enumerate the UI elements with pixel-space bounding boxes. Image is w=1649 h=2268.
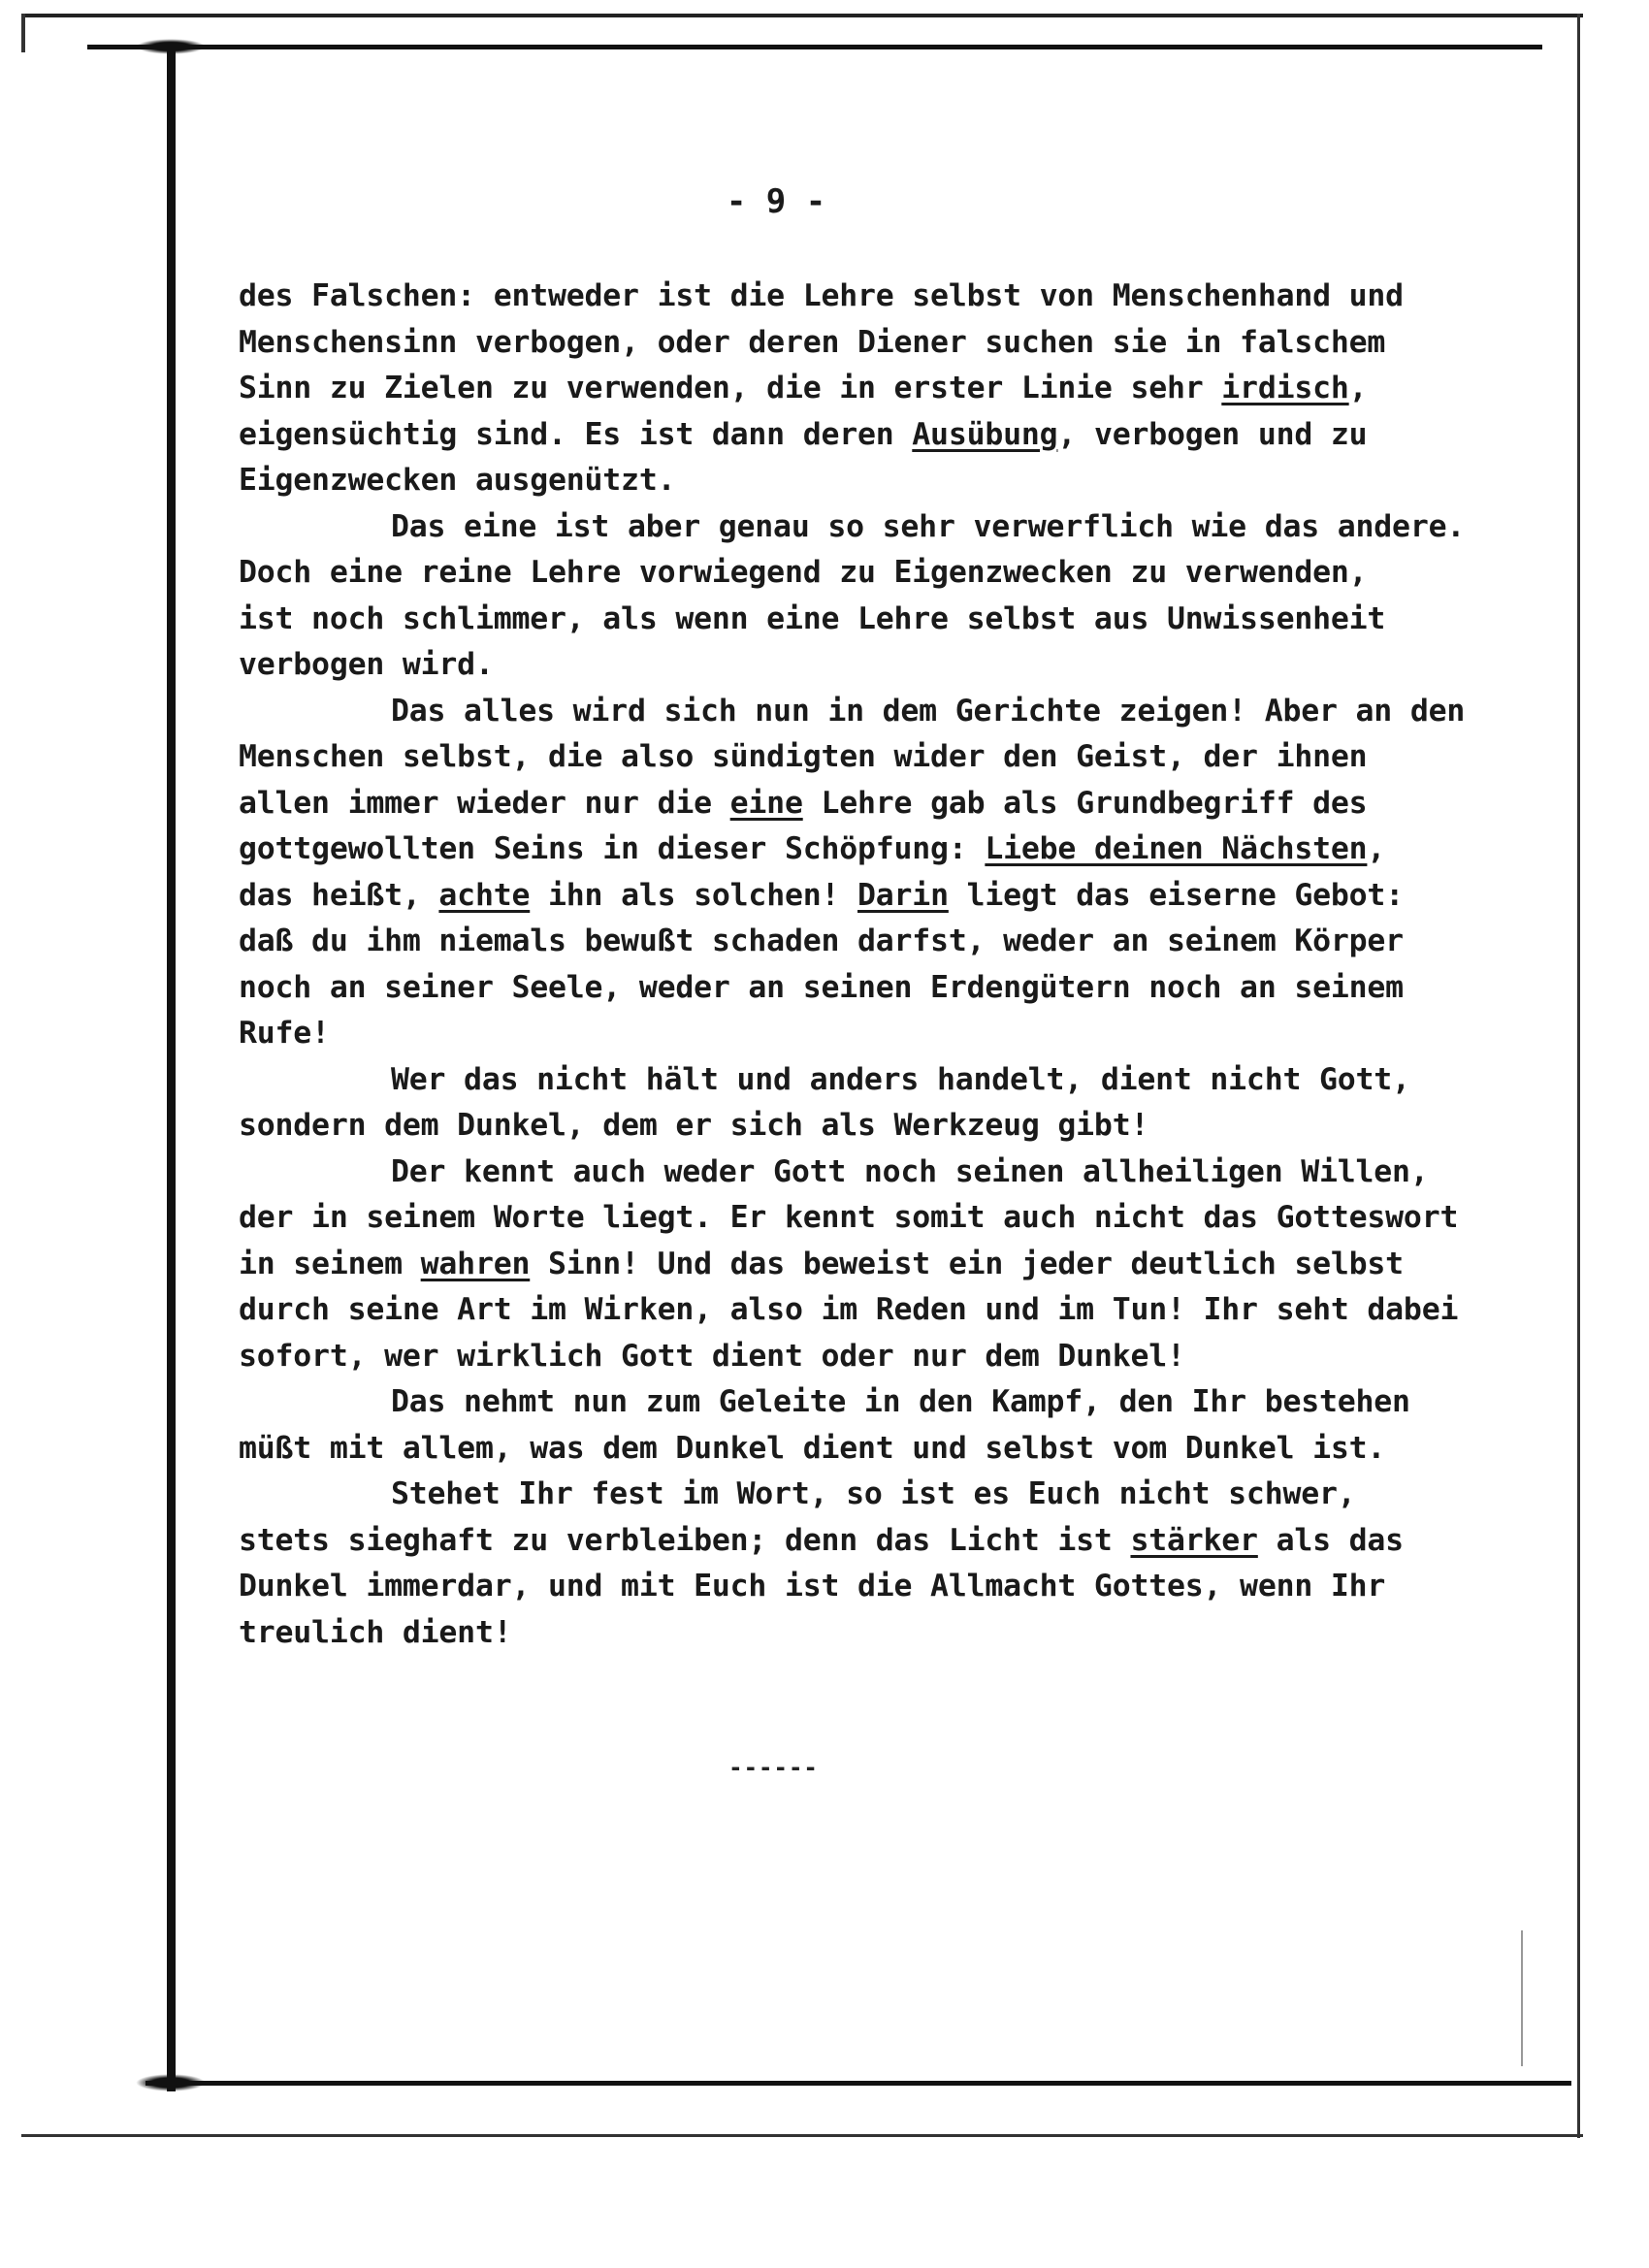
text-run: daß du ihm niemals bewußt schaden darfst, weder an seinem Körper — [239, 923, 1404, 958]
scan-border-left-tick — [21, 14, 25, 52]
binding-flare-bottom — [136, 2074, 206, 2091]
paragraph — [239, 1472, 1519, 1656]
underlined-word: irdisch — [1221, 371, 1349, 405]
binding-flare-top — [136, 39, 206, 54]
underlined-word: Liebe deinen Nächsten — [985, 831, 1368, 866]
text-line — [239, 458, 1519, 504]
text-run: Wer das nicht hält und anders handelt, dient nicht Gott, — [391, 1061, 1410, 1097]
text-line — [239, 412, 1519, 459]
scan-border-bottom — [21, 2134, 1583, 2137]
text-run: Der kennt auch weder Gott noch seinen allheiligen Willen, — [391, 1153, 1429, 1189]
text-run: allen immer wieder nur die — [239, 785, 730, 821]
underlined-word: eine — [729, 785, 803, 821]
text-run: Das eine ist aber genau so sehr verwerflich wie das andere. — [391, 508, 1466, 544]
text-run: Das nehmt nun zum Geleite in den Kampf, den Ihr bestehen — [391, 1384, 1410, 1419]
text-run: Das alles wird sich nun in dem Gerichte zeigen! Aber an den — [391, 693, 1466, 729]
text-run: Menschensinn verbogen, oder deren Diener suchen sie in falschem — [239, 324, 1386, 360]
text-line — [239, 781, 1519, 827]
text-run: in seinem — [239, 1246, 421, 1281]
paragraph — [239, 1057, 1519, 1150]
text-run: , verbogen und zu — [1057, 416, 1368, 452]
text-run: stets sieghaft zu verbleiben; denn das Licht ist — [239, 1522, 1131, 1558]
underlined-word: wahren — [420, 1246, 531, 1281]
text-run: sondern dem Dunkel, dem er sich als Werkzeug gibt! — [239, 1108, 1149, 1143]
text-run: gottgewollten Seins in dieser Schöpfung: — [239, 831, 986, 866]
text-run: treulich dient! — [239, 1614, 512, 1650]
text-run: noch an seiner Seele, weder an seinen Erdengütern noch an seinem — [239, 969, 1404, 1005]
scan-speckle — [1521, 1930, 1523, 2066]
text-run: Dunkel immerdar, und mit Euch ist die Allmacht Gottes, wenn Ihr — [239, 1569, 1386, 1604]
page-number: - 9 - — [726, 182, 826, 221]
paragraph — [239, 689, 1519, 1057]
text-run: Sinn! Und das beweist ein jeder deutlich selbst — [530, 1246, 1404, 1281]
text-run: sofort, wer wirklich Gott dient oder nur dem Dunkel! — [239, 1338, 1185, 1374]
text-run: Stehet Ihr fest im Wort, so ist es Euch nicht schwer, — [391, 1476, 1356, 1511]
text-run: ihn als solchen! — [530, 877, 858, 913]
text-run: liegt das eiserne Gebot: — [948, 877, 1404, 913]
text-run: Menschen selbst, die also sündigten wider den Geist, der ihnen — [239, 739, 1368, 774]
text-line — [239, 1057, 1519, 1104]
scan-border-right — [1577, 14, 1580, 2138]
text-line — [239, 1150, 1519, 1196]
text-line — [239, 1334, 1519, 1380]
text-line — [239, 734, 1519, 781]
text-run: verbogen wird. — [239, 647, 494, 682]
text-run: das heißt, — [239, 877, 439, 913]
text-line — [239, 597, 1519, 643]
paragraph — [239, 274, 1519, 504]
paragraph — [239, 1150, 1519, 1380]
underlined-word: stärker — [1130, 1522, 1258, 1558]
text-run: Sinn zu Zielen zu verwenden, die in erster Linie sehr — [239, 371, 1222, 405]
text-line — [239, 1518, 1519, 1565]
text-line — [239, 550, 1519, 597]
text-run: als das — [1257, 1522, 1404, 1558]
text-line — [239, 1195, 1519, 1242]
paragraph — [239, 1379, 1519, 1472]
text-run: müßt mit allem, was dem Dunkel dient und selbst vom Dunkel ist. — [239, 1430, 1386, 1466]
text-line — [239, 826, 1519, 873]
text-run: ist noch schlimmer, als wenn eine Lehre selbst aus Unwissenheit — [239, 600, 1386, 636]
text-line — [239, 1103, 1519, 1150]
text-line — [239, 1242, 1519, 1288]
text-run: durch seine Art im Wirken, also im Reden und im Tun! Ihr seht dabei — [239, 1292, 1459, 1327]
underlined-word: Darin — [857, 877, 949, 913]
text-run: eigensüchtig sind. Es ist dann deren — [239, 416, 913, 452]
text-run: Doch eine reine Lehre vorwiegend zu Eigenzwecken zu verwenden, — [239, 555, 1368, 590]
text-run: Rufe! — [239, 1016, 330, 1051]
binding-vertical-bar — [167, 45, 176, 2091]
text-run: , — [1367, 831, 1386, 866]
underlined-word: Ausübung — [912, 416, 1058, 452]
text-run: der in seinem Worte liegt. Er kennt somit auch nicht das Gotteswort — [239, 1200, 1459, 1235]
binding-bottom-bar — [146, 2081, 1571, 2086]
text-line — [239, 1472, 1519, 1518]
text-line — [239, 274, 1519, 320]
text-line — [239, 320, 1519, 367]
scan-border-top — [21, 14, 1583, 17]
text-line — [239, 1610, 1519, 1657]
text-line — [239, 1426, 1519, 1473]
text-run: , — [1348, 371, 1368, 405]
document-body — [239, 274, 1519, 1656]
text-line — [239, 1379, 1519, 1426]
text-line — [239, 965, 1519, 1012]
text-line — [239, 642, 1519, 689]
paragraph — [239, 504, 1519, 689]
text-line — [239, 919, 1519, 965]
text-line — [239, 366, 1519, 412]
text-run: des Falschen: entweder ist die Lehre selbst von Menschenhand und — [239, 278, 1404, 313]
text-line — [239, 1564, 1519, 1610]
binding-top-bar — [87, 45, 1542, 49]
text-line — [239, 873, 1519, 920]
text-line — [239, 1287, 1519, 1334]
text-run: Lehre gab als Grundbegriff des — [802, 785, 1368, 821]
underlined-word: achte — [438, 877, 531, 913]
text-line — [239, 504, 1519, 551]
text-run: Eigenzwecken ausgenützt. — [239, 463, 676, 498]
text-line — [239, 1011, 1519, 1057]
end-mark: ------ — [728, 1754, 819, 1781]
text-line — [239, 689, 1519, 735]
